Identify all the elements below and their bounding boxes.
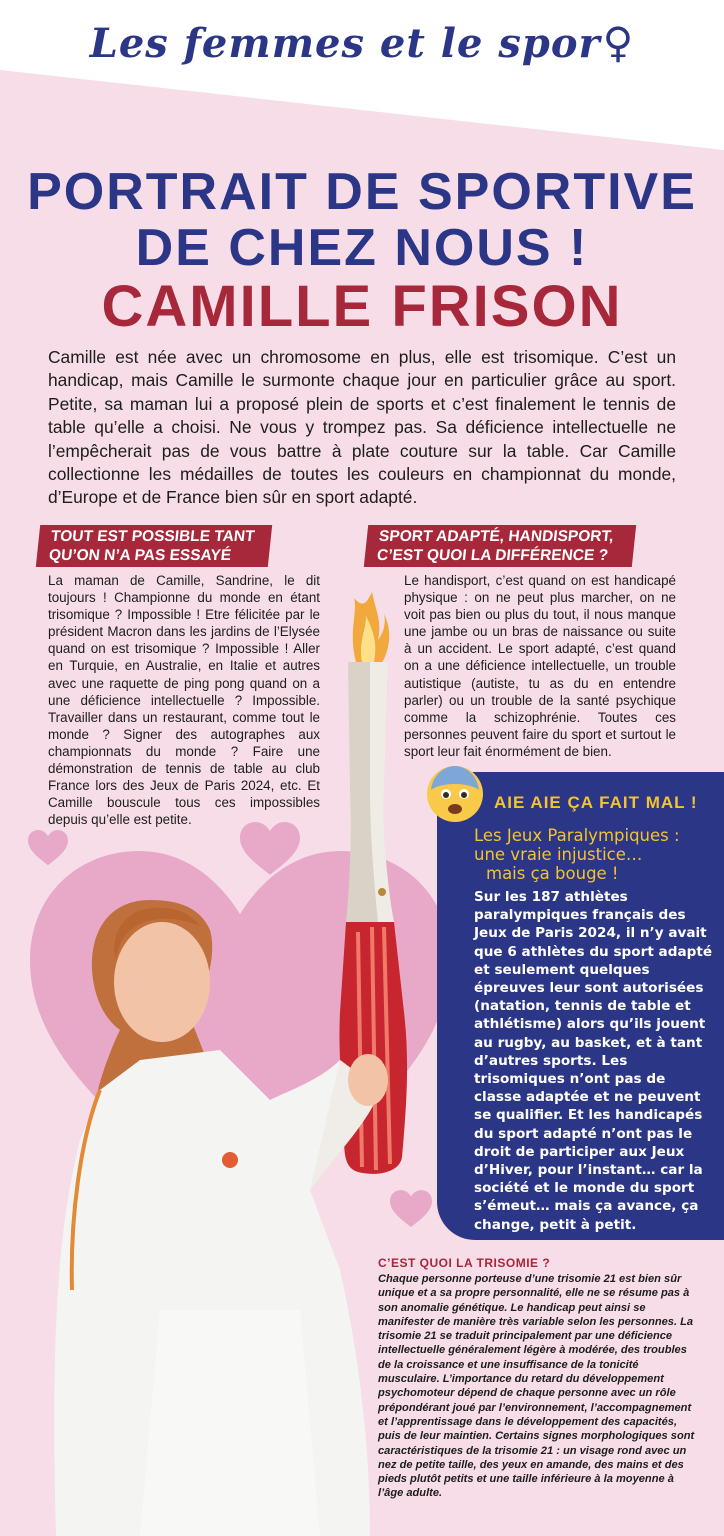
section2-body: Le handisport, c’est quand on est handicapé physique : on ne peut plus marcher, on ne voit pas bien ou plus du tout, il nous manque une jambe ou un bras de naissance ou suite à un accident. Le sport adapté, c’est quand on a une déficience intellectuelle, un trouble autistique (autiste, tu as du en entendre parler) ou un trouble de la santé psychique comme la schizophrénie. Toutes ces personnes peuvent faire du sport et surtout le sport leur fait énormément de bien.: [404, 573, 676, 759]
panel-heading-line: Les Jeux Paralympiques :: [474, 826, 680, 845]
panel-heading-line: mais ça bouge !: [486, 864, 619, 883]
section1-heading: TOUT EST POSSIBLE TANT QU’ON N’A PAS ESSAYÉ: [36, 525, 272, 567]
small-heart-icon: [240, 822, 300, 876]
section2-heading: SPORT ADAPTÉ, HANDISPORT, C’EST QUOI LA DIFFÉRENCE ?: [364, 525, 636, 567]
panel-heading: [474, 826, 704, 883]
small-heart-icon: [28, 830, 68, 866]
section1-body: La maman de Camille, Sandrine, le dit toujours ! Championne du monde en étant trisomique ? Impossible ! Etre félicitée par le président Macron dans les jardins de l’Elysée quand on est trisomique ? Impossible ! Aller en Turquie, en Australie, en Italie et autres avec une raquette de ping pong quand on a une déficience intellectuelle ? Impossible. Travailler dans un restaurant, comme tout le monde ? Signer des autographes aux championnats du monde ? Faire une démonstration de tennis de table au club France lors des Jeux de Paris 2024, etc. Et Camille bouscule tous ces impossibles depuis qu’elle est petite.: [48, 573, 320, 828]
intro-paragraph: Camille est née avec un chromosome en plus, elle est trisomique. C’est un handicap, mais Camille le surmonte chaque jour en particulier grâce au sport. Petite, sa maman lui a proposé plein de sports et c’est finalement le tennis de table qu’elle a choisi. Ne vous y trompez pas. Sa déficience intellectuelle ne l’empêcherait pas de vous battre à plate couture sur la table. Car Camille collectionne les médailles de toutes les couleurs en championnat du monde, d’Europe et de France bien sûr en sport adapté.: [48, 347, 676, 508]
fearful-face-icon: [425, 764, 485, 824]
athlete-photo: [40, 890, 410, 1536]
trisomie-body: Chaque personne porteuse d’une trisomie 21 est bien sûr unique et a sa propre personnalité, elle ne se résume pas à son anomalie génétique. Le handicap peut ainsi se manifester de manière très variable selon les personnes. La trisomie 21 se traduit principalement par une déficience intellectuelle généralement légère à modérée, des troubles de la croissance et une insuffisance de la tonicité musculaire. L’importance du retard du développement psychomoteur dépend de chaque personne avec un rôle prépondérant joué par l’environnement, l’accompagnement et l’apprentissage dans le développement des capacités, puis de leur maintien. Certains signes morphologiques sont caractéristiques de la trisomie 21 : un visage rond avec un nez de petite taille, des yeux en amande, des mains et des pieds plutôt petits et une taille inférieure à la moyenne à l’âge adulte.: [378, 1273, 695, 1500]
banner-text: Les femmes et le spor: [89, 20, 601, 67]
panel-body: Sur les 187 athlètes paralympiques français des Jeux de Paris 2024, il n’y avait que 6 athlètes du sport adapté et seulement quelques épreuves leur sont autorisées (natation, tennis de table et athlétisme) alors qu’ils jouent au rugby, au basket, et à tant d’autres sports. Les trisomiques n’ont pas de classe adaptée et ne peuvent se qualifier. Et les handicapés du sport adapté n’ont pas le droit de participer aux Jeux d’Hiver, pour l’instant… car la société et le monde du sport s’émeut… mais ça avance, ça change, petit à petit.: [474, 889, 713, 1233]
panel-heading-line: une vraie injustice…: [474, 845, 643, 864]
panel-label: AIE AIE ÇA FAIT MAL !: [494, 793, 698, 812]
page-title-line1: PORTRAIT DE SPORTIVE: [27, 163, 697, 221]
trisomie-heading: C’EST QUOI LA TRISOMIE ?: [378, 1256, 551, 1270]
page-title-line2: DE CHEZ NOUS !: [135, 219, 589, 277]
section-banner: [0, 18, 724, 67]
page-title-name: CAMILLE FRISON: [101, 274, 623, 339]
venus-icon: ♀: [602, 18, 635, 67]
